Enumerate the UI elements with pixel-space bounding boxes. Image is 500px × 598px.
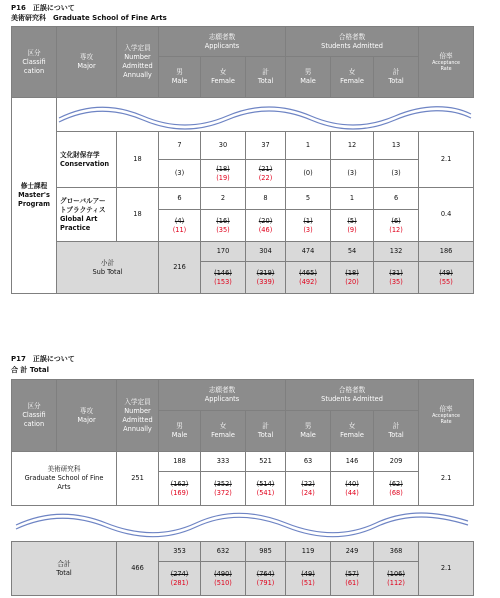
count-cell: 188 [159, 452, 201, 472]
capacity-cell: 466 [117, 542, 159, 596]
count-cell: 132 [374, 242, 419, 262]
table-row [12, 188, 474, 210]
header-category: 区分 Classifi cation [12, 27, 57, 98]
header-ratio: 倍率 Acceptance Rate [419, 380, 474, 452]
correction-cell: (18) (20) [331, 262, 374, 294]
correction-cell: (22) (24) [286, 472, 331, 506]
correction-cell: (18) (19) [201, 160, 246, 188]
correction-cell: (106) (112) [374, 562, 419, 596]
correction-cell: (514) (541) [246, 472, 286, 506]
header-total: 計 Total [246, 57, 286, 98]
header-major: 専攻 Major [57, 27, 117, 98]
count-cell: 119 [286, 542, 331, 562]
count-cell: 333 [201, 452, 246, 472]
header-total: 計 Total [374, 57, 419, 98]
subtotal-row [12, 242, 474, 262]
capacity-cell: 216 [159, 242, 201, 294]
capacity-cell: 18 [117, 188, 159, 242]
p16-title: P16 正誤について [11, 4, 75, 12]
count-cell: 186 [419, 242, 474, 262]
count-cell: 353 [159, 542, 201, 562]
ratio-cell: 0.4 [419, 188, 474, 242]
count-cell: 170 [201, 242, 246, 262]
old-value-cell: (3) [331, 160, 374, 188]
header-ratio: 倍率 Acceptance Rate [419, 27, 474, 98]
correction-cell: (764) (791) [246, 562, 286, 596]
correction-cell: (5) (9) [331, 210, 374, 242]
correction-cell: (31) (35) [374, 262, 419, 294]
correction-cell: (6) (12) [374, 210, 419, 242]
header-major: 専攻 Major [57, 380, 117, 452]
major-conservation: 文化財保存学 Conservation [57, 132, 117, 188]
p16-subtitle: 美術研究科 Graduate School of Fine Arts [11, 14, 167, 22]
p17-table [11, 379, 474, 596]
program-label: 修士課程 Master's Program [12, 98, 57, 294]
count-cell: 304 [246, 242, 286, 262]
correction-cell: (57) (61) [331, 562, 374, 596]
header-applicants: 志願者数 Applicants [159, 380, 286, 411]
count-cell: 1 [286, 132, 331, 160]
correction-cell: (319) (339) [246, 262, 286, 294]
header-applicants: 志願者数 Applicants [159, 27, 286, 57]
header-male: 男 Male [159, 411, 201, 452]
count-cell: 2 [201, 188, 246, 210]
old-value-cell: (0) [286, 160, 331, 188]
header-male: 男 Male [159, 57, 201, 98]
old-value-cell: (3) [159, 160, 201, 188]
header-total: 計 Total [374, 411, 419, 452]
correction-cell: (1) (3) [286, 210, 331, 242]
table-row [12, 132, 474, 160]
total-label: 合計 Total [12, 542, 117, 596]
p16-table [11, 26, 474, 294]
header-male: 男 Male [286, 57, 331, 98]
wave-line-icon [57, 100, 473, 130]
count-cell: 521 [246, 452, 286, 472]
correction-cell: (21) (22) [246, 160, 286, 188]
count-cell: 368 [374, 542, 419, 562]
header-admitted: 合格者数 Students Admitted [286, 380, 419, 411]
header-female: 女 Female [331, 57, 374, 98]
ratio-cell: 2.1 [419, 542, 474, 596]
count-cell: 12 [331, 132, 374, 160]
old-value-cell: (3) [374, 160, 419, 188]
count-cell: 13 [374, 132, 419, 160]
header-total: 計 Total [246, 411, 286, 452]
header-male: 男 Male [286, 411, 331, 452]
correction-cell: (20) (46) [246, 210, 286, 242]
correction-cell: (352) (372) [201, 472, 246, 506]
count-cell: 37 [246, 132, 286, 160]
grad-school-label: 美術研究科 Graduate School of Fine Arts [12, 452, 117, 506]
subtotal-label: 小計 Sub Total [57, 242, 159, 294]
header-capacity: 入学定員 Number Admitted Annually [117, 380, 159, 452]
major-global-art-practice: グローバルアー トプラクティス Global Art Practice [57, 188, 117, 242]
header-female: 女 Female [201, 57, 246, 98]
header-female: 女 Female [331, 411, 374, 452]
correction-cell: (4) (11) [159, 210, 201, 242]
count-cell: 1 [331, 188, 374, 210]
wave-line-icon [12, 509, 472, 539]
count-cell: 985 [246, 542, 286, 562]
table-row [12, 452, 474, 472]
correction-cell: (162) (169) [159, 472, 201, 506]
correction-cell: (49) (55) [419, 262, 474, 294]
correction-cell: (16) (35) [201, 210, 246, 242]
p17-title: P17 正誤について [11, 355, 75, 363]
ratio-cell: 2.1 [419, 132, 474, 188]
correction-cell: (490) (510) [201, 562, 246, 596]
count-cell: 632 [201, 542, 246, 562]
correction-cell: (40) (44) [331, 472, 374, 506]
header-female: 女 Female [201, 411, 246, 452]
header-category: 区分 Classifi cation [12, 380, 57, 452]
count-cell: 30 [201, 132, 246, 160]
correction-cell: (465) (492) [286, 262, 331, 294]
count-cell: 8 [246, 188, 286, 210]
omission-wave [12, 506, 474, 542]
omission-wave [57, 98, 474, 132]
capacity-cell: 251 [117, 452, 159, 506]
ratio-cell: 2.1 [419, 452, 474, 506]
count-cell: 249 [331, 542, 374, 562]
p17-subtitle: 合 計 Total [11, 366, 49, 374]
count-cell: 146 [331, 452, 374, 472]
count-cell: 6 [159, 188, 201, 210]
correction-cell: (49) (51) [286, 562, 331, 596]
total-row [12, 542, 474, 562]
header-capacity: 入学定員 Number Admitted Annually [117, 27, 159, 98]
count-cell: 54 [331, 242, 374, 262]
capacity-cell: 18 [117, 132, 159, 188]
count-cell: 63 [286, 452, 331, 472]
correction-cell: (274) (281) [159, 562, 201, 596]
count-cell: 7 [159, 132, 201, 160]
count-cell: 474 [286, 242, 331, 262]
correction-cell: (62) (68) [374, 472, 419, 506]
header-admitted: 合格者数 Students Admitted [286, 27, 419, 57]
count-cell: 209 [374, 452, 419, 472]
correction-cell: (146) (153) [201, 262, 246, 294]
count-cell: 6 [374, 188, 419, 210]
count-cell: 5 [286, 188, 331, 210]
